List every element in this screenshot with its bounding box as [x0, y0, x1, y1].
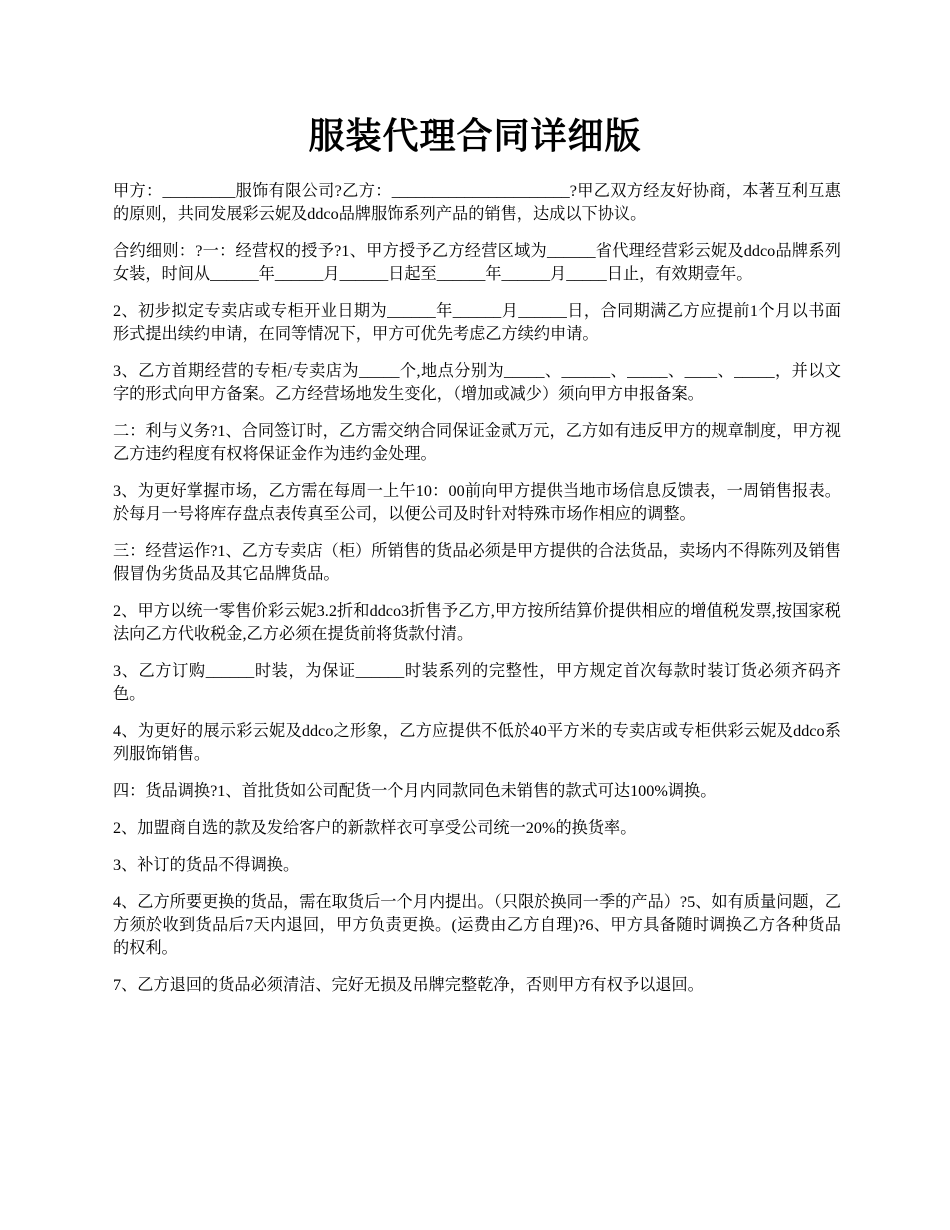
document-title: 服装代理合同详细版 [308, 116, 642, 156]
paragraph-ordering: 3、乙方订购______时装，为保证______时装系列的完整性，甲方规定首次每款时装订货必须齐码齐色。 [113, 662, 841, 703]
paragraph-parties: 甲方：_________服饰有限公司?乙方：______________________?甲乙双方经友好协商，本著互利互惠的原则，共同发展彩云妮及ddco品牌服饰系列产品的销售，达成以下协议。 [113, 182, 841, 223]
paragraph-store-locations: 3、乙方首期经营的专柜/专卖店为_____个,地点分别为_____、______、_____、____、_____，并以文字的形式向甲方备案。乙方经营场地发生变化，（增加或减少）须向甲方申报备案。 [113, 362, 841, 403]
paragraph-exchange-first: 四：货品调换?1、首批货如公司配货一个月内同款同色未销售的款式可达100%调换。 [113, 782, 717, 800]
paragraph-exchange-terms: 4、乙方所要更换的货品，需在取货后一个月内提出。（只限於换同一季的产品）?5、如有质量问题，乙方须於收到货品后7天内退回，甲方负责更换。(运费由乙方自理)?6、甲方具备随时调换乙方各种货品的权利。 [113, 893, 841, 957]
paragraph-exchange-rate: 2、加盟商自选的款及发给客户的新款样衣可享受公司统一20%的换货率。 [113, 819, 637, 837]
paragraph-operation-goods: 三：经营运作?1、乙方专卖店（柜）所销售的货品必须是甲方提供的合法货品，卖场内不得陈列及销售假冒伪劣货品及其它品牌货品。 [113, 542, 841, 583]
paragraph-store-size: 4、为更好的展示彩云妮及ddco之形象，乙方应提供不低於40平方米的专卖店或专柜供彩云妮及ddco系列服饰销售。 [113, 722, 841, 763]
paragraph-opening-date: 2、初步拟定专卖店或专柜开业日期为______年______月______日，合同期满乙方应提前1个月以书面形式提出续约申请，在同等情况下，甲方可优先考虑乙方续约申请。 [113, 302, 841, 343]
document-body [113, 180, 841, 1011]
paragraph-no-exchange: 3、补订的货品不得调换。 [113, 856, 300, 874]
paragraph-returns: 7、乙方退回的货品必须清洁、完好无损及吊牌完整乾净，否则甲方有权予以退回。 [113, 976, 704, 994]
paragraph-deposit: 二：利与义务?1、合同签订时，乙方需交纳合同保证金贰万元，乙方如有违反甲方的规章制度，甲方视乙方违约程度有权将保证金作为违约金处理。 [113, 422, 841, 463]
paragraph-pricing: 2、甲方以统一零售价彩云妮3.2折和ddco3折售予乙方,甲方按所结算价提供相应的增值税发票,按国家税法向乙方代收税金,乙方必须在提货前将货款付清。 [113, 602, 841, 643]
paragraph-rights-grant: 合约细则：?一：经营权的授予?1、甲方授予乙方经营区域为______省代理经营彩云妮及ddco品牌系列女装，时间从______年______月______日起至______年______月_____日止，有效期壹年。 [113, 242, 841, 283]
paragraph-market-reports: 3、为更好掌握市场，乙方需在每周一上午10：00前向甲方提供当地市场信息反馈表，一周销售报表。於每月一号将库存盘点表传真至公司，以便公司及时针对特殊市场作相应的调整。 [113, 482, 841, 523]
